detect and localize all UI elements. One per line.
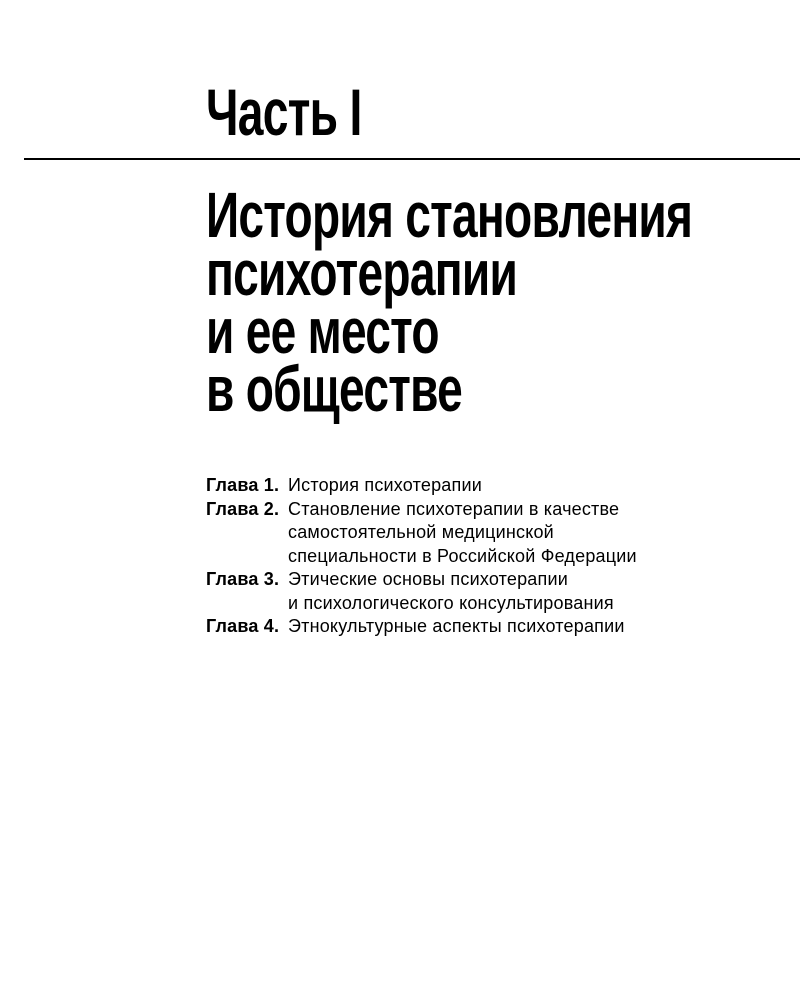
chapter-title-line: Становление психотерапии в качестве [288, 498, 620, 519]
chapter-title-line: Этнокультурные аспекты психотерапии [288, 616, 625, 636]
chapter-label: Глава 4. [206, 616, 280, 636]
table-of-contents [206, 474, 786, 639]
chapter-title [288, 568, 786, 615]
part-title: Часть I [206, 75, 362, 149]
chapter-title [288, 615, 786, 639]
chapter-title-line: специальности в Российской Федерации [288, 545, 637, 566]
chapter-label: Глава 3. [206, 569, 280, 589]
chapter-label: Глава 2. [206, 498, 280, 519]
section-heading-line: в обществе [206, 353, 462, 425]
section-heading [206, 179, 693, 425]
toc-entry-chapter-4 [206, 615, 786, 639]
chapter-title [288, 474, 786, 498]
section-heading-line: и ее место [206, 295, 439, 367]
chapter-label: Глава 1. [206, 475, 280, 495]
toc-entry-chapter-2 [206, 498, 786, 569]
chapter-title-line: Этические основы психотерапии [288, 569, 568, 589]
horizontal-divider [24, 158, 800, 160]
section-heading-line: История становления [206, 179, 693, 251]
chapter-title [288, 498, 786, 569]
section-heading-line: психотерапии [206, 237, 518, 309]
chapter-title-line: самостоятельной медицинской [288, 522, 554, 542]
chapter-title-line: История психотерапии [288, 475, 482, 495]
chapter-title-line: и психологического консультирования [288, 592, 614, 613]
toc-entry-chapter-1 [206, 474, 786, 498]
toc-entry-chapter-3 [206, 568, 786, 615]
